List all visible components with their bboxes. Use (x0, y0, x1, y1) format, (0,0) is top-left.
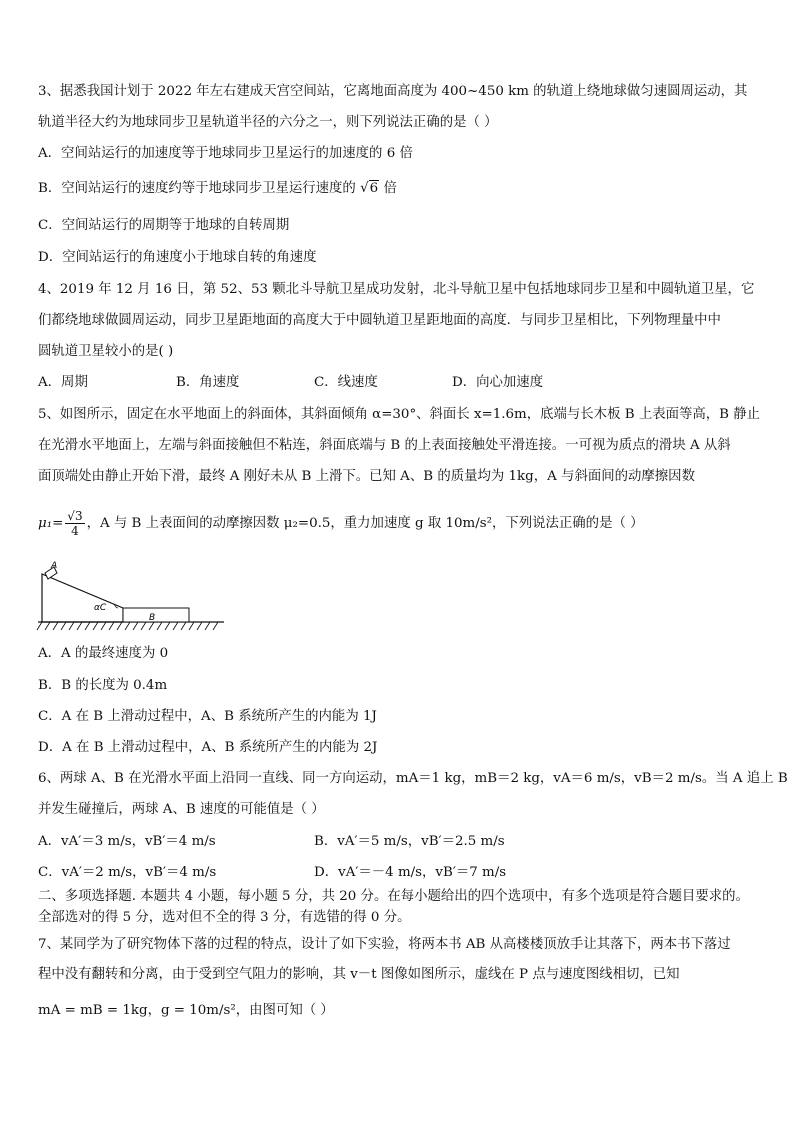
q6-stem-line2: 并发生碰撞后，两球 A、B 速度的可能值是（ ） (38, 802, 325, 817)
q4-stem-line3: 圆轨道卫星较小的是( ) (38, 344, 174, 359)
q3-option-b-suffix: 倍 (383, 181, 397, 196)
q7-stem-line2: 程中没有翻转和分离，由于受到空气阻力的影响，其 v－t 图像如图所示，虚线在 P 点与速度图线相切，已知 (38, 967, 680, 982)
q3-option-c: C．空间站运行的周期等于地球的自转周期 (38, 218, 290, 233)
q4-option-a: A．周期 (38, 375, 88, 390)
q5-option-b: B．B 的长度为 0.4m (38, 678, 168, 693)
q4-option-c: C．线速度 (314, 375, 378, 390)
q7-stem-line1: 7、某同学为了研究物体下落的过程的特点，设计了如下实验，将两本书 AB 从高楼楼顶放手让其落下，两本书下落过 (38, 937, 731, 952)
q7-stem-line3: mA = mB = 1kg，g = 10m/s²，由图可知（ ） (38, 1003, 334, 1018)
q6-option-c: C．vA′＝2 m/s，vB′＝4 m/s (38, 865, 217, 880)
q3-stem-line1: 3、据悉我国计划于 2022 年左右建成天宫空间站，它离地面高度为 400~450 km 的轨道上绕地球做匀速圆周运动，其 (38, 84, 748, 99)
q5-stem-line3: 面顶端处由静止开始下滑，最终 A 刚好未从 B 上滑下。已知 A、B 的质量均为 1kg，A 与斜面间的动摩擦因数 (38, 469, 695, 484)
q3-option-b (38, 180, 762, 198)
q4-stem-line1: 4、2019 年 12 月 16 日，第 52、53 颗北斗导航卫星成功发射，北斗导航卫星中包括地球同步卫星和中圆轨道卫星，它 (38, 282, 755, 297)
label-b: B (149, 613, 156, 623)
label-a: A (51, 561, 58, 571)
q4-stem-line2: 们都绕地球做圆周运动，同步卫星距地面的高度大于中圆轨道卫星距地面的高度．与同步卫星相比，下列物理量中中 (38, 313, 721, 328)
mu1-numerator: √3 (67, 509, 83, 523)
q3-option-a: A．空间站运行的加速度等于地球同步卫星运行的加速度的 6 倍 (38, 146, 413, 161)
section2-instructions-line2: 全部选对的得 5 分，选对但不全的得 3 分，有选错的得 0 分。 (38, 910, 411, 925)
mu1-fraction (65, 509, 84, 538)
q6-option-a: A．vA′＝3 m/s，vB′＝4 m/s (38, 834, 216, 849)
q3-option-b-text: B．空间站运行的速度约等于地球同步卫星运行速度的 (38, 181, 356, 196)
ground-hatching (37, 622, 218, 630)
q5-option-c: C．A 在 B 上滑动过程中，A、B 系统所产生的内能为 1J (38, 709, 377, 724)
q6-stem-line1: 6、两球 A、B 在光滑水平面上沿同一直线、同一方向运动，mA＝1 kg，mB＝2 kg，vA＝6 m/s，vB＝2 m/s。当 A 追上 B (38, 771, 788, 786)
q3-option-d: D．空间站运行的角速度小于地球自转的角速度 (38, 250, 317, 265)
q6-option-b: B．vA′＝5 m/s，vB′＝2.5 m/s (314, 834, 505, 849)
incline-figure (36, 560, 236, 636)
q6-option-d: D．vA′＝－4 m/s，vB′＝7 m/s (314, 865, 507, 880)
board-b (123, 608, 189, 622)
mu1-label: μ₁= (38, 516, 64, 531)
q5-stem-line4 (38, 504, 762, 544)
q4-option-d: D．向心加速度 (452, 375, 544, 390)
label-alpha: αC (94, 603, 107, 613)
q4-option-b: B．角速度 (176, 375, 240, 390)
q5-option-d: D．A 在 B 上滑动过程中，A、B 系统所产生的内能为 2J (38, 740, 378, 755)
mu1-denominator: 4 (71, 524, 79, 538)
q5-stem-line4-text: ，A 与 B 上表面间的动摩擦因数 μ₂=0.5，重力加速度 g 取 10m/s²，下列说法正确的是（ ） (86, 516, 644, 531)
q5-stem-line2: 在光滑水平地面上，左端与斜面接触但不粘连，斜面底端与 B 的上表面接触处平滑连接。一可视为质点的滑块 A 从斜 (38, 438, 731, 453)
q3-stem-line2: 轨道半径大约为地球同步卫星轨道半径的六分之一，则下列说法正确的是（ ） (38, 115, 498, 130)
q5-stem-line1: 5、如图所示，固定在水平地面上的斜面体，其斜面倾角 α=30°、斜面长 x=1.6m，底端与长木板 B 上表面等高，B 静止 (38, 407, 761, 422)
incline-wedge (42, 574, 123, 622)
sqrt-symbol: √6 (360, 181, 379, 196)
section2-instructions-line1: 二、多项选择题. 本题共 4 小题，每小题 5 分，共 20 分。在每小题给出的四个选项中，有多个选项是符合题目要求的。 (38, 889, 749, 904)
sqrt-radicand: 6 (369, 181, 379, 196)
q5-option-a: A．A 的最终速度为 0 (38, 646, 169, 661)
